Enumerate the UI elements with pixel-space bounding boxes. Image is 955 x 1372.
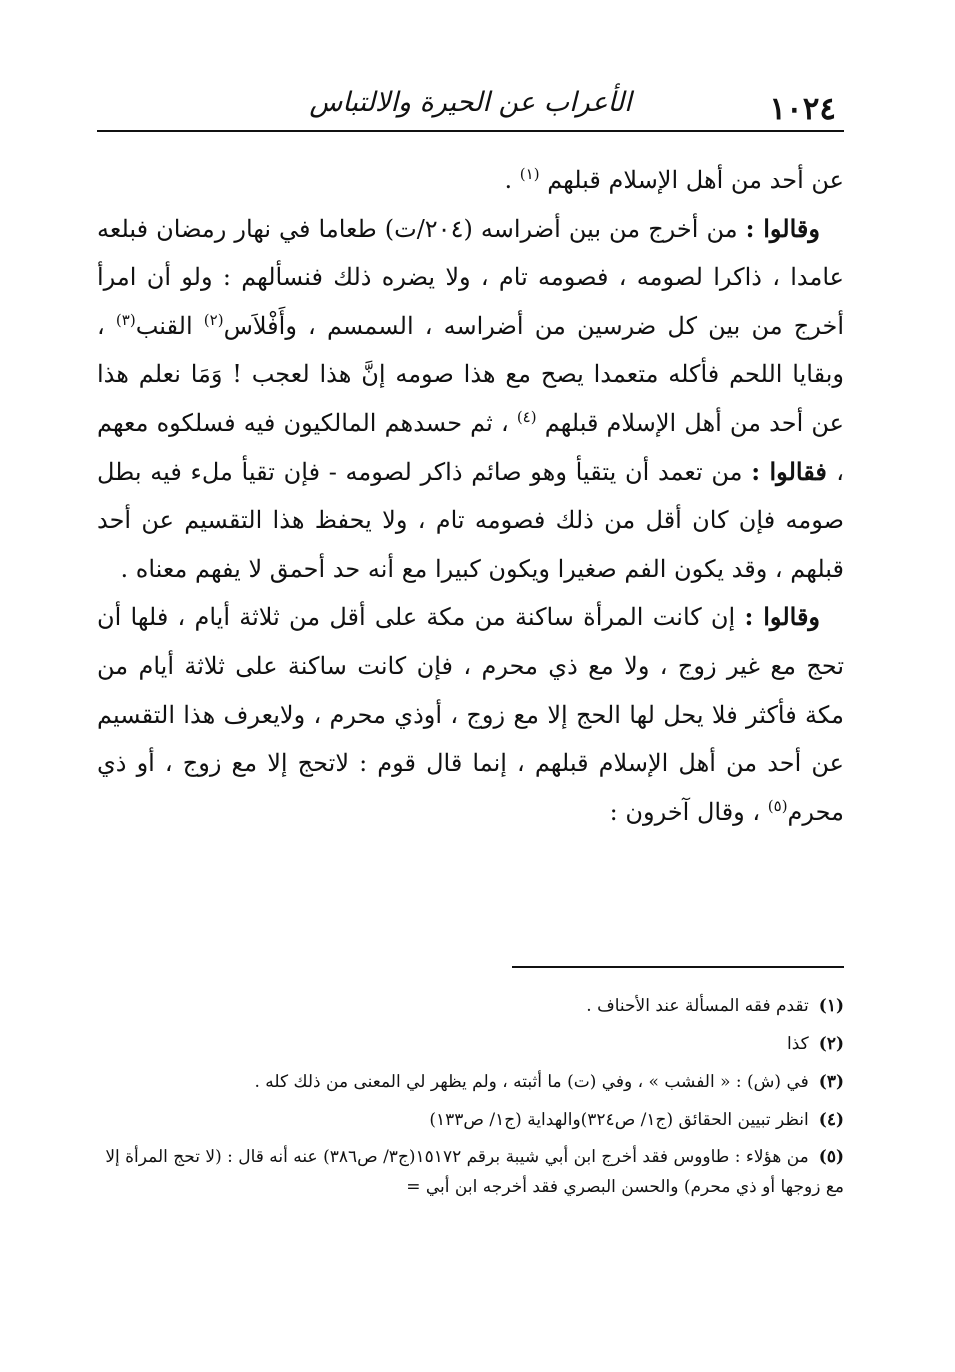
footnote-2	[97, 1028, 844, 1060]
keyword-faqalu: فقالوا :	[751, 456, 837, 486]
header-divider	[97, 130, 844, 132]
running-title: الأعراب عن الحيرة والالتباس	[309, 87, 632, 118]
footnote-ref-4[interactable]: (٤)	[516, 407, 537, 426]
footnote-number: (٣)	[818, 1072, 844, 1092]
footnote-ref-3[interactable]: (٣)	[115, 310, 136, 329]
footnote-ref-2[interactable]: (٢)	[203, 310, 224, 329]
paragraph-1	[97, 156, 844, 205]
footnote-number: (٤)	[818, 1110, 844, 1130]
keyword-qalu: وقالوا :	[745, 213, 820, 243]
keyword-qalu: وقالوا :	[744, 602, 821, 632]
footnote-divider	[512, 966, 844, 968]
footnote-text: انظر تبيين الحقائق (ج١/ ص٣٢٤)والهداية (ج١/ ص١٣٣)	[429, 1110, 809, 1130]
footnote-number: (٥)	[818, 1147, 844, 1167]
paragraph-3	[97, 593, 844, 836]
text-run: ، وبقايا اللحم فأكله متعمدا يصح مع هذا صومه إنَّ هذا لعجب ! وَمَا نعلم هذا عن أحد من أهل الإسلام قبلهم	[97, 311, 844, 437]
footnote-number: (١)	[818, 996, 844, 1016]
text-run: من تعمد أن يتقيأ وهو صائم ذاكر لصومه - فإن تقيأ ملء فيه بطل صومه فإن كان أقل من ذلك فصومه تام ، ولا يحفظ هذا التقسيم عن أحد قبلهم ، وقد يكون الفم صغيرا ويكون كبيرا مع أنه حد أحمق لا يفهم معناه .	[97, 457, 844, 583]
paragraph-2	[97, 205, 844, 594]
footnote-ref-1[interactable]: (١)	[519, 165, 540, 183]
footnote-5	[97, 1142, 844, 1202]
page-header	[97, 78, 844, 128]
text-run: من أخرج من بين أضراسه (٢٠٤/ت) طعاما في نهار رمضان فبلعه عامدا ، ذاكرا لصومه ، فصومه تام ، ولا يضره ذلك فنسألهم : ولو أن امرأ أخرج من بين كل ضرسين من أضراسه ، السمسم ، وأَفْلاَس	[97, 214, 845, 340]
footnote-number: (٢)	[818, 1034, 844, 1054]
footnote-3	[97, 1066, 844, 1098]
footnote-text: كذا	[787, 1034, 809, 1054]
footnote-ref-5[interactable]: (٥)	[767, 796, 788, 815]
text-run: إن كانت المرأة ساكنة من مكة على أقل من ثلاثة أيام ، فلها أن تحج مع غير زوج ، ولا مع ذي محرم ، فإن كانت ساكنة على ثلاثة أيام من مكة فأكثر فلا يحل لها الحج إلا مع زوج ، أوذي محرم ، ولايعرف هذا التقسيم عن أحد من أهل الإسلام قبلهم ، إنما قال قوم : لاتحج إلا مع زوج ، أو ذي محرم	[97, 603, 844, 826]
footnote-text: تقدم فقه المسألة عند الأحناف .	[586, 996, 809, 1016]
footnote-text: في (ش) : « الفشب » ، وفي (ت) ما أثبته ، ولم يظهر لي المعنى من ذلك كله .	[254, 1072, 809, 1092]
footnotes	[97, 990, 844, 1208]
text-run: القنب	[135, 311, 204, 340]
main-text	[97, 156, 844, 836]
text-run: عن أحد من أهل الإسلام قبلهم	[547, 166, 844, 194]
footnote-1	[97, 990, 844, 1022]
text-run: .	[504, 166, 520, 194]
page-number: ١٠٢٤	[769, 91, 836, 127]
footnote-4	[97, 1104, 844, 1136]
text-run: ، وقال آخرون :	[609, 797, 768, 826]
footnote-text: من هؤلاء : طاووس فقد أخرج ابن أبي شيبة برقم ١٥١٧٢(ج٣/ ص٣٨٦) عنه أنه قال : (لا تحج المرأة إلا مع زوجها أو ذي محرم) والحسن البصري فقد أخرجه ابن أبي =	[105, 1147, 844, 1197]
text-run: ، ثم حسدهم المالكيون فيه فسلكوه معهم ،	[97, 408, 844, 486]
